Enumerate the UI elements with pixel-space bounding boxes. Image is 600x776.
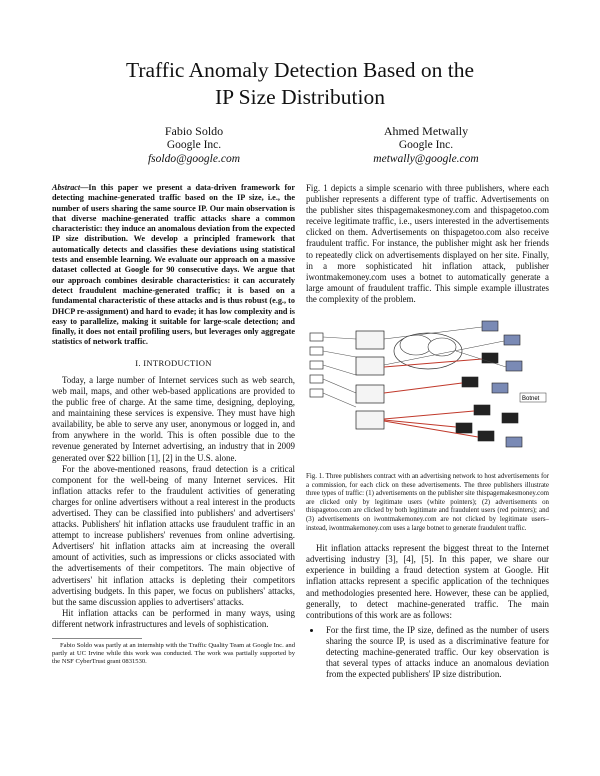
author-affiliation: Google Inc. bbox=[398, 139, 454, 151]
intro-paragraph-2: For the above-mentioned reasons, fraud detection is a critical component for the well-being of many Internet services. Hit inflation attacks refer to the fraudulent activities of generating charges for online advertisers without a real interest in the products advertised. They can be classified into publishers' and advertisers' attacks. Publishers' hit inflation attacks use fraudulent traffic in an attempt to increase publishers' revenues from online advertising. Advertisers' hit inflation attacks aim at increasing the overall amount of activities, such as impressions or clicks associated with the advertisements of their competitors. The main objective of advertisers' hit inflation attacks is depleting their competitors advertising budgets. In this paper, we focus on publishers' attacks, but the same discussion applies to advertisers' attacks. bbox=[52, 463, 295, 607]
list-item: • For the first time, the IP size, defined as the number of users sharing the source IP, is used as a discriminative feature for detecting machine-generated traffic. Our key observation is that several types of attacks induce an anomalous deviation from the expected publishers' IP size distribution. bbox=[322, 625, 549, 680]
author-affiliation: Google Inc. bbox=[166, 139, 222, 151]
publisher-browser-icons bbox=[356, 331, 384, 429]
abstract bbox=[52, 183, 295, 348]
figure-1-diagram bbox=[306, 317, 549, 467]
author-block-1 bbox=[94, 124, 294, 166]
figure-1-caption: Fig. 1. Three publishers contract with an advertising network to host advertisements for a commission, for each click on these advertisements. The three publishers illustrate three types of traffic: (1) advertisements on the publisher site thispagemakesmoney.com are clicked only by legitimate users (white pointers); (2) advertisements on thispagetoo.com are clicked by both legitimate and fraudulent users (red pointers); and (3) advertisements on iwontmakemoney.com are not clicked by legitimate users–instead, iwontmakemoney.com uses a large botnet to generate fraudulent traffic. bbox=[306, 473, 549, 532]
footnote-text: Fabio Soldo was partly at an internship with the Traffic Quality Team at Google Inc. and partly at UC Irvine while this work was conducted. The work was partially supported by the NSF CyberTrust grant 0831530. bbox=[52, 642, 295, 666]
section-heading-introduction: I. INTRODUCTION bbox=[135, 357, 212, 368]
abstract-label: Abstract bbox=[52, 183, 81, 192]
right-paragraph-2: Hit inflation attacks represent the biggest threat to the Internet advertising industry [3], [4], [5]. In this paper, we share our experience in building a fraud detection system at Google. Hit inflation attacks represent a specific application of the techniques and methodologies presented here. However, these can be applied, generally, to detect machine-generated traffic. The main contributions of this work are as follows: bbox=[306, 543, 549, 620]
abstract-text: —In this paper we present a data-driven framework for detecting machine-generated traffic based on the IP size, i.e., the number of users sharing the same source IP. Our main observation is that diverse machine-generated traffic attacks share a common characteristic: they induce an anomalous deviation from the expected IP size distribution. We develop a principled framework that automatically detects and classifies these deviations using statistical tests and ensemble learning. We evaluate our approach on a massive dataset collected at Google for 90 consecutive days. We argue that our approach combines desirable characteristics: it can accurately detect fraudulent machine-generated traffic; it is based on a fundamental characteristic of these attacks and is thus robust (e.g., to DHCP re-assignment) and hard to evade; it has low complexity and is easy to parallelize, making it suitable for large-scale detection; and finally, it does not entail profiling users, but leverages only aggregate statistics of network traffic. bbox=[52, 183, 295, 347]
author-block-2 bbox=[326, 124, 526, 166]
right-column bbox=[306, 183, 549, 680]
author-email: fsoldo@google.com bbox=[147, 153, 241, 165]
botnet-label: Botnet bbox=[522, 396, 540, 403]
author-name: Fabio Soldo bbox=[164, 124, 224, 138]
contributions-list bbox=[306, 625, 549, 680]
pointer-icons bbox=[310, 333, 323, 397]
intro-paragraph-3: Hit inflation attacks can be performed in many ways, using different network infrastructures and levels of sophistication. bbox=[52, 607, 295, 629]
title-line-1: Traffic Anomaly Detection Based on the bbox=[125, 58, 475, 82]
paper-title bbox=[0, 57, 600, 111]
computer-icons bbox=[456, 321, 522, 447]
intro-paragraph-1: Today, a large number of Internet services such as web search, web mail, maps, and other web-based applications are provided to the public free of charge. At the same time, designing, deploying, and maintaining these services is expensive. They must have high availability, be able to serve any user, anonymous or logged in, and from anywhere in the world. This is often possible due to the revenue generated by Internet advertising, an industry that in 2009 generated over $22 billion [1], [2] in the U.S. alone. bbox=[52, 374, 295, 463]
title-line-2: IP Size Distribution bbox=[214, 85, 385, 109]
figure-1 bbox=[306, 317, 549, 467]
footnote bbox=[52, 638, 295, 666]
left-column bbox=[52, 183, 295, 666]
author-name: Ahmed Metwally bbox=[383, 124, 469, 138]
author-email: metwally@google.com bbox=[373, 153, 479, 165]
right-paragraph-1: Fig. 1 depicts a simple scenario with three publishers, where each publisher represents a different type of traffic. Advertisements on the publisher sites thispagemakesmoney.com and thispagetoo.com receive legitimate traffic, i.e., users interested in the advertisements clicked on them. Advertisements on thispagetoo.com also receive fraudulent traffic. For instance, the publisher might ask her friends to repeatedly click on advertisements displayed on her site. Finally, in a more sophisticated hit inflation attack, publisher iwontmakemoney.com uses a botnet to automatically generate a large amount of fraudulent traffic. This simple example illustrates the complexity of the problem. bbox=[306, 183, 549, 304]
